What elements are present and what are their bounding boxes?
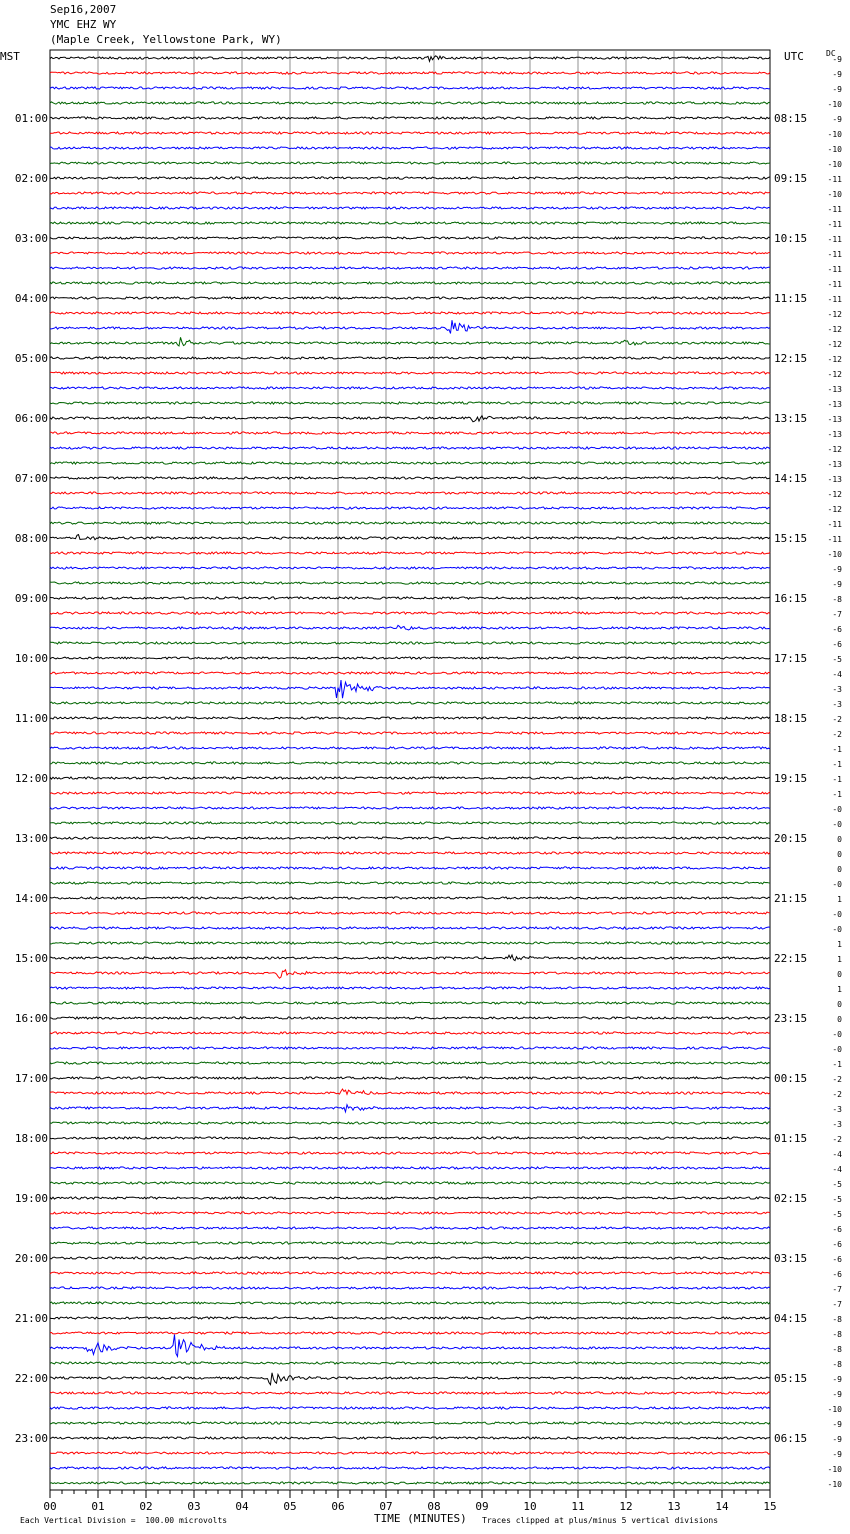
dc-offset-label: -2 (832, 715, 842, 724)
trace-line (50, 402, 770, 404)
dc-offset-label: -11 (827, 250, 842, 259)
mst-hour-label: 06:00 (14, 412, 48, 425)
dc-offset-label: -6 (832, 1240, 842, 1249)
dc-offset-label: -12 (827, 310, 842, 319)
trace-line (50, 267, 770, 269)
x-tick-label: 01 (91, 1500, 105, 1513)
trace-line (50, 1212, 770, 1214)
dc-offset-label: -11 (827, 220, 842, 229)
trace-line (50, 147, 770, 149)
trace-line (50, 792, 770, 794)
trace-line (50, 297, 770, 299)
dc-offset-label: -1 (832, 760, 842, 769)
trace-line (50, 1032, 770, 1034)
dc-offset-label: 0 (837, 835, 842, 844)
dc-offset-label: -10 (827, 1480, 842, 1489)
trace-line (50, 56, 770, 61)
utc-axis-label: UTC (784, 50, 804, 63)
trace-line (50, 222, 770, 224)
mst-hour-label: 08:00 (14, 532, 48, 545)
trace-line (50, 657, 770, 659)
utc-hour-label: 00:15 (774, 1072, 808, 1085)
utc-hour-label: 17:15 (774, 652, 808, 665)
dc-offset-label: -0 (832, 910, 842, 919)
trace-line (50, 732, 770, 734)
dc-offset-label: 0 (837, 1015, 842, 1024)
trace-line (50, 642, 770, 644)
x-tick-label: 07 (379, 1500, 393, 1513)
dc-offset-label: -10 (827, 145, 842, 154)
mst-hour-label: 20:00 (14, 1252, 48, 1265)
trace-line (50, 970, 770, 978)
trace-line (50, 702, 770, 704)
trace-line (50, 912, 770, 914)
trace-line (50, 447, 770, 449)
trace-line (50, 1167, 770, 1169)
trace-line (50, 132, 770, 134)
trace-line (50, 72, 770, 74)
trace-line (50, 1105, 770, 1112)
x-tick-label: 00 (43, 1500, 57, 1513)
dc-offset-label: -2 (832, 1135, 842, 1144)
dc-offset-label: -3 (832, 1105, 842, 1114)
trace-line (50, 117, 770, 119)
utc-hour-label: 20:15 (774, 832, 808, 845)
dc-offset-label: -13 (827, 400, 842, 409)
dc-offset-label: -6 (832, 640, 842, 649)
trace-line (50, 237, 770, 239)
dc-offset-label: -9 (832, 1435, 842, 1444)
x-tick-label: 02 (139, 1500, 153, 1513)
dc-offset-label: 1 (837, 895, 842, 904)
dc-offset-label: 0 (837, 970, 842, 979)
dc-offset-label: -0 (832, 1045, 842, 1054)
utc-hour-label: 06:15 (774, 1432, 808, 1445)
dc-offset-label: -7 (832, 1285, 842, 1294)
dc-offset-label: -13 (827, 385, 842, 394)
dc-offset-label: -13 (827, 460, 842, 469)
trace-line (50, 955, 770, 961)
dc-offset-label: -12 (827, 490, 842, 499)
dc-offset-label: -9 (832, 1450, 842, 1459)
trace-line (50, 747, 770, 749)
trace-line (50, 777, 770, 779)
dc-offset-label: -8 (832, 1345, 842, 1354)
dc-offset-label: -6 (832, 1255, 842, 1264)
mst-hour-label: 22:00 (14, 1372, 48, 1385)
trace-line (50, 102, 770, 104)
trace-line (50, 357, 770, 359)
x-tick-label: 13 (667, 1500, 681, 1513)
trace-line (50, 1002, 770, 1004)
dc-offset-label: -0 (832, 880, 842, 889)
clip-note: Traces clipped at plus/minus 5 vertical divisions (482, 1516, 719, 1525)
dc-offset-label: -6 (832, 1270, 842, 1279)
dc-offset-label: -12 (827, 340, 842, 349)
dc-offset-label: -9 (832, 1390, 842, 1399)
x-tick-label: 12 (619, 1500, 633, 1513)
dc-offset-label: -8 (832, 1330, 842, 1339)
mst-axis-label: MST (0, 50, 20, 63)
trace-line (50, 1335, 770, 1357)
dc-offset-label: -13 (827, 415, 842, 424)
trace-line (50, 1452, 770, 1454)
trace-line (50, 1137, 770, 1139)
dc-label: DC (826, 49, 836, 58)
dc-offset-label: -10 (827, 1405, 842, 1414)
utc-hour-label: 23:15 (774, 1012, 808, 1025)
trace-line (50, 207, 770, 209)
dc-offset-label: -11 (827, 235, 842, 244)
trace-line (50, 597, 770, 599)
mst-hour-label: 13:00 (14, 832, 48, 845)
dc-offset-label: -3 (832, 685, 842, 694)
mst-hour-label: 11:00 (14, 712, 48, 725)
mst-hour-label: 15:00 (14, 952, 48, 965)
trace-line (50, 492, 770, 494)
trace-line (50, 822, 770, 824)
trace-line (50, 477, 770, 479)
dc-offset-label: -7 (832, 610, 842, 619)
utc-hour-label: 02:15 (774, 1192, 808, 1205)
trace-line (50, 1373, 770, 1385)
x-tick-label: 11 (571, 1500, 585, 1513)
mst-hour-label: 19:00 (14, 1192, 48, 1205)
dc-offset-label: -9 (832, 115, 842, 124)
location-label: (Maple Creek, Yellowstone Park, WY) (50, 33, 282, 46)
dc-offset-label: -10 (827, 1465, 842, 1474)
dc-offset-label: -0 (832, 820, 842, 829)
dc-offset-label: -8 (832, 595, 842, 604)
dc-offset-label: -6 (832, 625, 842, 634)
mst-hour-label: 05:00 (14, 352, 48, 365)
utc-hour-label: 04:15 (774, 1312, 808, 1325)
utc-hour-label: 15:15 (774, 532, 808, 545)
trace-line (50, 672, 770, 674)
trace-line (50, 1467, 770, 1469)
mst-hour-label: 21:00 (14, 1312, 48, 1325)
dc-offset-label: 0 (837, 1000, 842, 1009)
trace-line (50, 942, 770, 944)
trace-line (50, 1482, 770, 1484)
trace-line (50, 462, 770, 464)
dc-offset-label: -0 (832, 1030, 842, 1039)
mst-hour-label: 02:00 (14, 172, 48, 185)
trace-line (50, 1422, 770, 1424)
mst-hour-label: 23:00 (14, 1432, 48, 1445)
trace-line (50, 1227, 770, 1229)
trace-line (50, 1407, 770, 1409)
trace-line (50, 252, 770, 254)
trace-line (50, 582, 770, 584)
trace-line (50, 987, 770, 989)
trace-line (50, 762, 770, 764)
utc-hour-label: 18:15 (774, 712, 808, 725)
dc-offset-label: -11 (827, 175, 842, 184)
dc-offset-label: -1 (832, 775, 842, 784)
dc-offset-label: -3 (832, 1120, 842, 1129)
dc-offset-label: -5 (832, 1180, 842, 1189)
trace-line (50, 897, 770, 899)
x-tick-label: 05 (283, 1500, 297, 1513)
dc-offset-label: -9 (832, 1420, 842, 1429)
utc-hour-label: 19:15 (774, 772, 808, 785)
dc-offset-label: -11 (827, 265, 842, 274)
dc-offset-label: -5 (832, 1195, 842, 1204)
trace-line (50, 882, 770, 884)
trace-line (50, 612, 770, 614)
mst-hour-label: 18:00 (14, 1132, 48, 1145)
utc-hour-label: 11:15 (774, 292, 808, 305)
utc-hour-label: 22:15 (774, 952, 808, 965)
trace-line (50, 1152, 770, 1154)
dc-offset-label: -9 (832, 580, 842, 589)
dc-offset-label: -2 (832, 1090, 842, 1099)
utc-hour-label: 01:15 (774, 1132, 808, 1145)
dc-offset-label: -10 (827, 550, 842, 559)
dc-offset-label: -4 (832, 1150, 842, 1159)
mst-hour-label: 07:00 (14, 472, 48, 485)
trace-line (50, 507, 770, 509)
mst-hour-label: 04:00 (14, 292, 48, 305)
trace-line (50, 1017, 770, 1019)
mst-hour-label: 14:00 (14, 892, 48, 905)
x-tick-label: 06 (331, 1500, 345, 1513)
mst-hour-label: 17:00 (14, 1072, 48, 1085)
dc-offset-label: -8 (832, 1360, 842, 1369)
dc-offset-label: -1 (832, 1060, 842, 1069)
trace-line (50, 1047, 770, 1049)
dc-offset-label: 1 (837, 985, 842, 994)
trace-line (50, 837, 770, 839)
station-label: YMC EHZ WY (50, 18, 117, 31)
dc-offset-label: -12 (827, 355, 842, 364)
dc-offset-label: -0 (832, 805, 842, 814)
trace-line (50, 535, 770, 540)
trace-line (50, 1242, 770, 1244)
mst-hour-label: 09:00 (14, 592, 48, 605)
trace-line (50, 552, 770, 554)
dc-offset-label: -5 (832, 1210, 842, 1219)
trace-line (50, 387, 770, 389)
trace-line (50, 522, 770, 524)
dc-offset-label: -9 (832, 70, 842, 79)
trace-line (50, 320, 770, 333)
dc-offset-label: -9 (832, 85, 842, 94)
trace-line (50, 680, 770, 698)
utc-hour-label: 12:15 (774, 352, 808, 365)
dc-offset-label: -13 (827, 475, 842, 484)
utc-hour-label: 14:15 (774, 472, 808, 485)
dc-offset-label: -3 (832, 700, 842, 709)
trace-line (50, 1077, 770, 1079)
utc-hour-label: 16:15 (774, 592, 808, 605)
mst-hour-label: 03:00 (14, 232, 48, 245)
trace-line (50, 1437, 770, 1439)
dc-offset-label: -10 (827, 190, 842, 199)
trace-line (50, 1182, 770, 1184)
utc-hour-label: 21:15 (774, 892, 808, 905)
dc-offset-label: -12 (827, 370, 842, 379)
trace-line (50, 177, 770, 179)
trace-line (50, 1362, 770, 1364)
x-tick-label: 03 (187, 1500, 201, 1513)
dc-offset-label: 1 (837, 940, 842, 949)
dc-offset-label: -9 (832, 55, 842, 64)
dc-offset-label: -12 (827, 445, 842, 454)
dc-offset-label: 0 (837, 865, 842, 874)
dc-offset-label: -8 (832, 1315, 842, 1324)
trace-line (50, 337, 770, 346)
utc-hour-label: 03:15 (774, 1252, 808, 1265)
dc-offset-label: -9 (832, 1375, 842, 1384)
trace-line (50, 1272, 770, 1274)
x-tick-label: 10 (523, 1500, 537, 1513)
dc-offset-label: -11 (827, 205, 842, 214)
date-label: Sep16,2007 (50, 3, 117, 16)
trace-line (50, 1062, 770, 1064)
mst-hour-label: 01:00 (14, 112, 48, 125)
x-tick-label: 09 (475, 1500, 489, 1513)
dc-offset-label: -0 (832, 925, 842, 934)
utc-hour-label: 09:15 (774, 172, 808, 185)
dc-offset-label: -2 (832, 730, 842, 739)
dc-offset-label: -11 (827, 280, 842, 289)
x-tick-label: 15 (763, 1500, 777, 1513)
utc-hour-label: 13:15 (774, 412, 808, 425)
utc-hour-label: 05:15 (774, 1372, 808, 1385)
utc-hour-label: 10:15 (774, 232, 808, 245)
trace-line (50, 852, 770, 854)
trace-line (50, 372, 770, 374)
trace-line (50, 567, 770, 569)
trace-line (50, 1332, 770, 1334)
trace-line (50, 1257, 770, 1259)
trace-line (50, 1287, 770, 1289)
trace-line (50, 867, 770, 869)
trace-line (50, 1317, 770, 1319)
scale-note: Each Vertical Division = 100.00 microvolts (20, 1516, 228, 1525)
trace-line (50, 1122, 770, 1124)
dc-offset-label: -11 (827, 535, 842, 544)
dc-offset-label: -10 (827, 130, 842, 139)
dc-offset-label: -11 (827, 520, 842, 529)
dc-offset-label: -1 (832, 790, 842, 799)
x-axis-title: TIME (MINUTES) (374, 1512, 467, 1525)
dc-offset-label: -2 (832, 1075, 842, 1084)
mst-hour-label: 10:00 (14, 652, 48, 665)
trace-line (50, 87, 770, 89)
trace-line (50, 312, 770, 314)
dc-offset-label: -1 (832, 745, 842, 754)
trace-line (50, 717, 770, 719)
trace-line (50, 416, 770, 422)
dc-offset-label: -4 (832, 1165, 842, 1174)
trace-line (50, 927, 770, 929)
trace-line (50, 1392, 770, 1394)
trace-line (50, 1089, 770, 1095)
dc-offset-label: -10 (827, 160, 842, 169)
dc-offset-label: -13 (827, 430, 842, 439)
dc-offset-label: 1 (837, 955, 842, 964)
dc-offset-label: -6 (832, 1225, 842, 1234)
trace-line (50, 625, 770, 630)
dc-offset-label: -7 (832, 1300, 842, 1309)
trace-line (50, 162, 770, 164)
x-tick-label: 08 (427, 1500, 441, 1513)
mst-hour-label: 12:00 (14, 772, 48, 785)
x-tick-label: 14 (715, 1500, 729, 1513)
dc-offset-label: -11 (827, 295, 842, 304)
trace-line (50, 432, 770, 434)
x-tick-label: 04 (235, 1500, 249, 1513)
trace-line (50, 1302, 770, 1304)
dc-offset-label: -5 (832, 655, 842, 664)
trace-line (50, 1197, 770, 1199)
utc-hour-label: 08:15 (774, 112, 808, 125)
trace-line (50, 807, 770, 809)
dc-offset-label: -12 (827, 325, 842, 334)
trace-line (50, 192, 770, 194)
dc-offset-label: -4 (832, 670, 842, 679)
trace-line (50, 282, 770, 284)
dc-offset-label: 0 (837, 850, 842, 859)
dc-offset-label: -10 (827, 100, 842, 109)
mst-hour-label: 16:00 (14, 1012, 48, 1025)
dc-offset-label: -12 (827, 505, 842, 514)
dc-offset-label: -9 (832, 565, 842, 574)
